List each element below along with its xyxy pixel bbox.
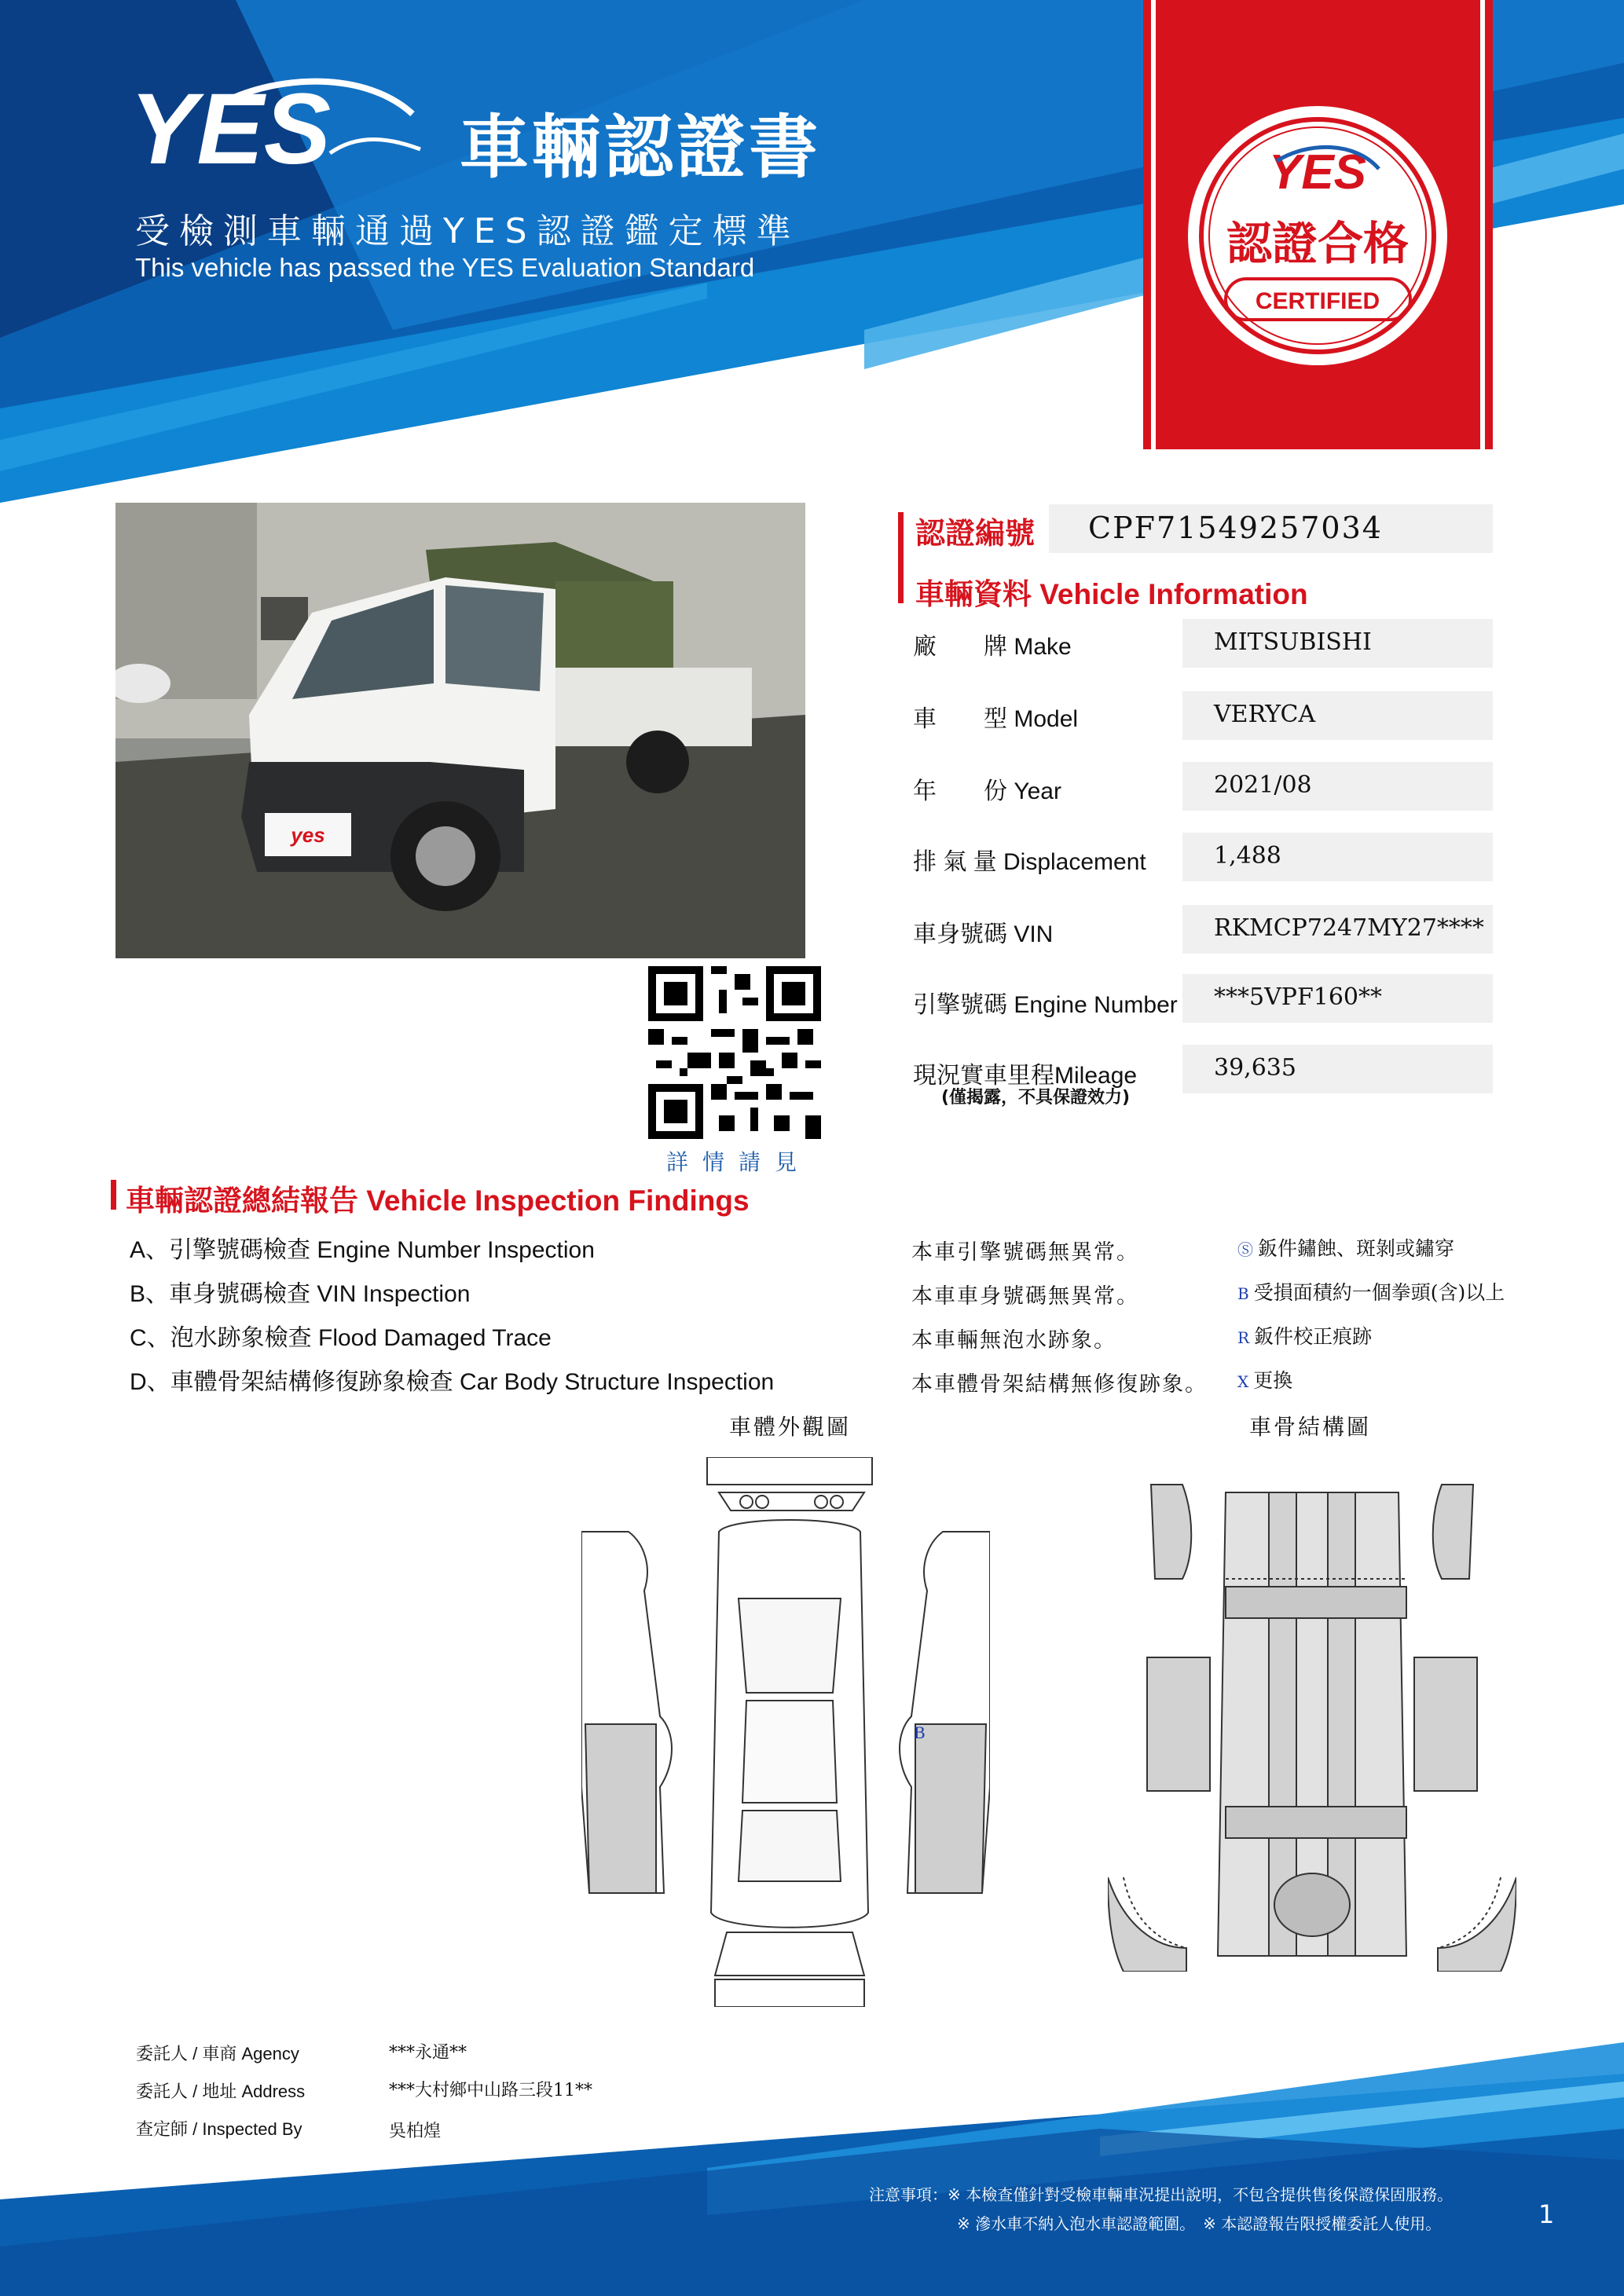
address-value: ***大村鄉中山路三段11**	[389, 2081, 592, 2100]
svg-text:認證合格: 認證合格	[1226, 217, 1410, 270]
findings-red-bar	[111, 1180, 116, 1210]
vin-label: 車身號碼 VIN	[913, 921, 1054, 947]
qr-caption: 詳情請見	[666, 1149, 812, 1175]
cert-red-bar	[898, 512, 904, 603]
displacement-value: 1,488	[1214, 842, 1281, 870]
year-value: 2021/08	[1214, 771, 1312, 799]
finding-c-result: 本車輛無泡水跡象。	[911, 1328, 1116, 1353]
svg-text:YES: YES	[1268, 145, 1367, 200]
legend-rust-symbol: Ⓢ	[1237, 1240, 1253, 1259]
legend-repair-symbol: R	[1237, 1328, 1250, 1347]
mileage-note: (僅揭露，不具保證效力)	[941, 1088, 1131, 1108]
finding-a-label: A、引擎號碼檢查 Engine Number Inspection	[130, 1237, 595, 1263]
legend-damage-text: 受損面積約一個拳頭(含)以上	[1253, 1281, 1505, 1304]
page-number: 1	[1538, 2199, 1555, 2229]
finding-d-label: D、車體骨架結構修復跡象檢查 Car Body Structure Inspection	[130, 1369, 775, 1395]
address-label: 委託人 / 地址 Address	[136, 2082, 306, 2101]
subtitle-english: This vehicle has passed the YES Evaluation Standard	[135, 253, 755, 282]
vin-value: RKMCP7247MY27****	[1214, 914, 1484, 942]
finding-d-result: 本車體骨架結構無修復跡象。	[911, 1372, 1208, 1397]
certified-ribbon	[1143, 0, 1493, 449]
model-value: VERYCA	[1214, 701, 1316, 728]
finding-c-label: C、泡水跡象檢查 Flood Damaged Trace	[130, 1325, 552, 1351]
svg-text:yes: yes	[291, 823, 325, 847]
agency-value: ***永通**	[389, 2043, 467, 2063]
year-label: 年 份 Year	[913, 778, 1061, 804]
cert-number-value: CPF71549257034	[1088, 511, 1383, 545]
exterior-diagram	[581, 1457, 990, 2007]
mileage-value: 39,635	[1214, 1054, 1296, 1082]
notice-line-1: 注意事項：※ 本檢查僅針對受檢車輛車況提出說明，不包含提供售後保證保固服務。	[869, 2185, 1454, 2204]
legend-repair-text: 鈑件校正痕跡	[1254, 1325, 1373, 1348]
svg-text:YES: YES	[130, 73, 332, 185]
finding-b-result: 本車車身號碼無異常。	[911, 1284, 1139, 1309]
legend-replace-symbol: X	[1237, 1372, 1249, 1391]
make-label: 廠 牌 Make	[913, 634, 1072, 660]
legend-rust-text: 鈑件鏽蝕、斑剝或鏽穿	[1258, 1237, 1455, 1260]
findings-heading: 車輛認證總結報告 Vehicle Inspection Findings	[126, 1185, 750, 1217]
legend-replace	[1237, 1365, 1292, 1393]
frame-diagram-title: 車骨結構圖	[1249, 1414, 1372, 1440]
finding-b-label: B、車身號碼檢查 VIN Inspection	[130, 1281, 471, 1307]
engine-number-value: ***5VPF160**	[1214, 983, 1383, 1011]
svg-text:CERTIFIED: CERTIFIED	[1255, 288, 1380, 314]
vehicle-info-heading: 車輛資料 Vehicle Information	[915, 578, 1308, 610]
exterior-damage-mark: B	[914, 1723, 926, 1742]
frame-diagram	[1108, 1469, 1516, 1972]
subtitle-chinese: 受檢測車輛通過YES認證鑑定標準	[135, 211, 801, 251]
qr-code[interactable]	[648, 966, 821, 1139]
displacement-label: 排 氣 量 Displacement	[913, 849, 1146, 875]
engine-number-label: 引擎號碼 Engine Number	[913, 992, 1178, 1018]
legend-rust	[1237, 1233, 1454, 1262]
inspector-value: 吳柏煌	[389, 2122, 442, 2141]
finding-a-result: 本車引擎號碼無異常。	[911, 1240, 1139, 1265]
legend-replace-text: 更換	[1253, 1369, 1293, 1392]
exterior-diagram-title: 車體外觀圖	[729, 1414, 852, 1440]
yes-logo	[130, 71, 428, 189]
notice-line-2: ※ 滲水車不納入泡水車認證範圍。 ※ 本認證報告限授權委託人使用。	[957, 2214, 1442, 2233]
inspector-label: 查定師 / Inspected By	[136, 2119, 302, 2139]
legend-repair	[1237, 1321, 1372, 1349]
seal-logo	[1269, 145, 1366, 200]
cert-number-label: 認證編號	[915, 516, 1036, 551]
vehicle-photo	[115, 503, 805, 958]
agency-label: 委託人 / 車商 Agency	[136, 2044, 299, 2063]
mileage-label: 現況實車里程Mileage	[913, 1063, 1138, 1089]
certificate-title: 車輛認證書	[460, 107, 822, 188]
make-value: MITSUBISHI	[1214, 628, 1372, 656]
legend-damage-symbol: B	[1237, 1284, 1249, 1303]
legend-damage	[1237, 1277, 1505, 1305]
model-label: 車 型 Model	[913, 706, 1079, 732]
